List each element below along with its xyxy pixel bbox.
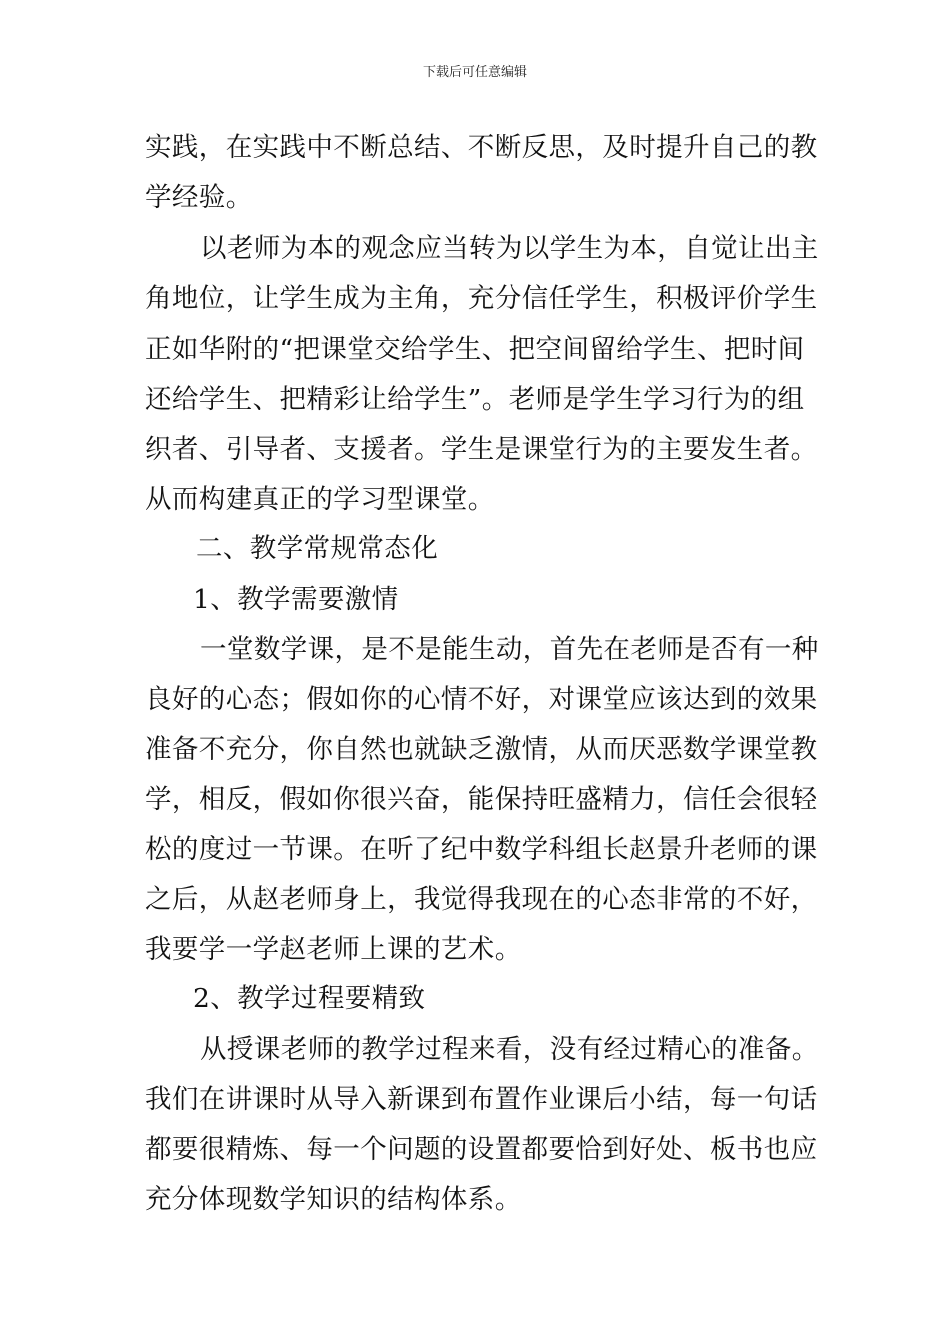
text-line: 还给学生、把精彩让给学生”。老师是学生学习行为的组 [145,384,805,415]
text-line: 松的度过一节课。在听了纪中数学科组长赵景升老师的课 [145,834,818,865]
text-line: 织者、引导者、支援者。学生是课堂行为的主要发生者。 [145,434,818,465]
page-header: 下载后可任意编辑 [422,65,527,80]
text-line: 从而构建真正的学习型课堂。 [145,484,495,515]
text-line: 都要很精炼、每一个问题的设置都要恰到好处、板书也应 [145,1134,818,1165]
subsection-heading: 2、教学过程要精致 [193,983,426,1014]
text-line: 之后，从赵老师身上，我觉得我现在的心态非常的不好， [145,884,818,915]
text-line: 学经验。 [145,182,253,213]
text-line: 我要学一学赵老师上课的艺术。 [145,934,522,965]
subsection-heading: 1、教学需要激情 [193,584,399,615]
section-heading: 二、教学常规常态化 [196,533,439,564]
text-line: 以老师为本的观念应当转为以学生为本，自觉让出主 [200,233,819,264]
text-line: 从授课老师的教学过程来看，没有经过精心的准备。 [200,1034,819,1065]
text-line: 一堂数学课，是不是能生动，首先在老师是否有一种 [200,634,819,665]
text-line: 实践，在实践中不断总结、不断反思，及时提升自己的教 [145,132,818,163]
text-line: 良好的心态；假如你的心情不好，对课堂应该达到的效果 [145,684,818,715]
text-line: 角地位，让学生成为主角，充分信任学生，积极评价学生 [145,283,818,314]
text-line: 充分体现数学知识的结构体系。 [145,1184,522,1215]
text-line: 正如华附的“把课堂交给学生、把空间留给学生、把时间 [145,334,805,365]
text-line: 学，相反，假如你很兴奋，能保持旺盛精力，信任会很轻 [145,784,818,815]
text-line: 我们在讲课时从导入新课到布置作业课后小结，每一句话 [145,1084,818,1115]
text-line: 准备不充分，你自然也就缺乏激情，从而厌恶数学课堂教 [145,734,818,765]
